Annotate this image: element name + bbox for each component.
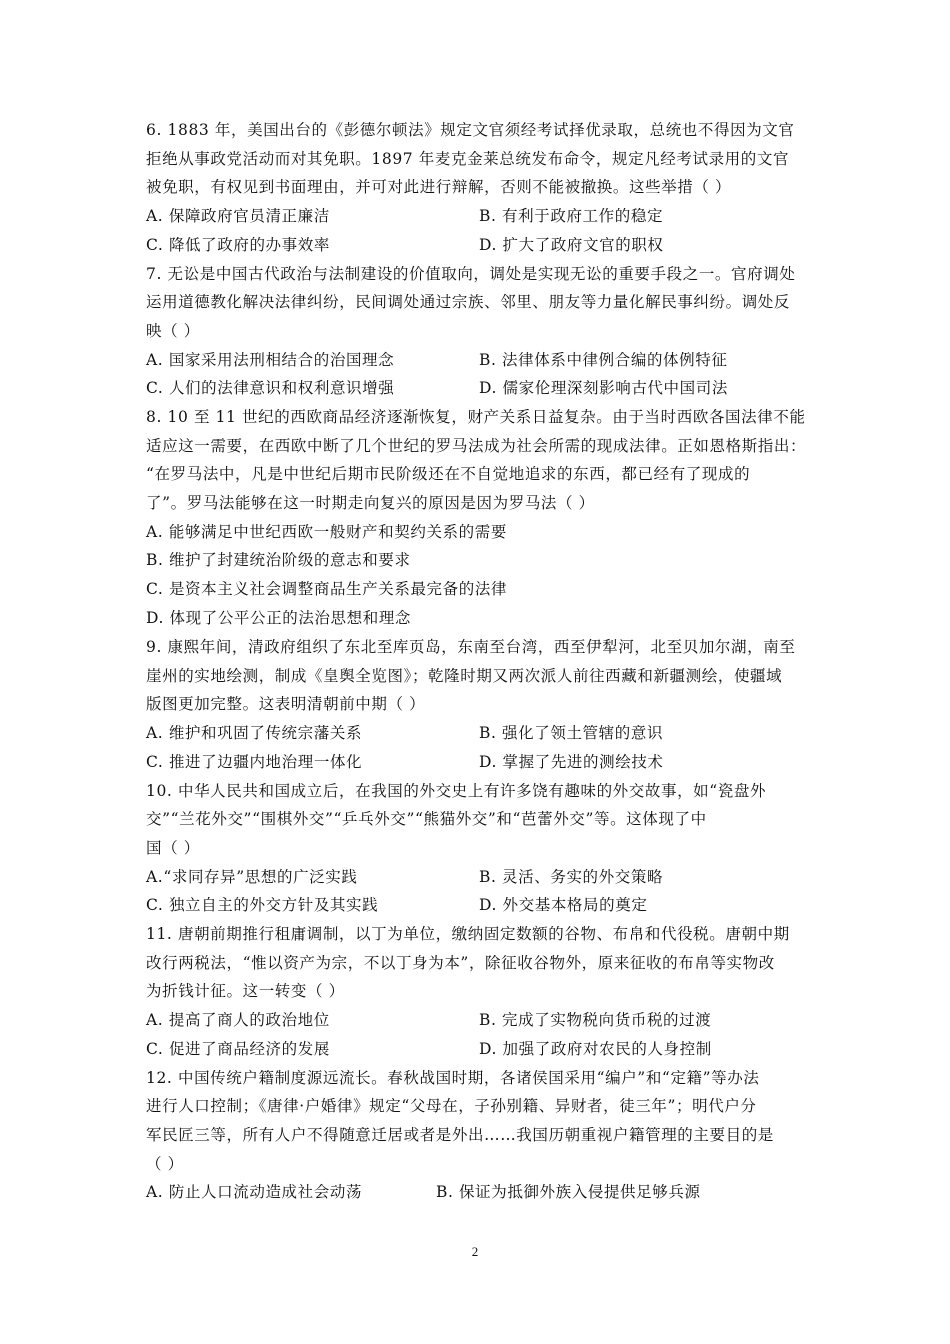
option-row <box>146 719 810 748</box>
question-stem-line: 6. 1883 年，美国出台的《彭德尔顿法》规定文官须经考试择优录取，总统也不得因为文官 <box>146 121 795 139</box>
question-9 <box>146 633 810 776</box>
question-stem-line: 改行两税法，“惟以资产为宗，不以丁身为本”，除征收谷物外，原来征收的布帛等实物改 <box>146 953 775 972</box>
option-a: A. 维护和巩固了传统宗藩关系 <box>146 724 363 743</box>
option-c: C. 是资本主义社会调整商品生产关系最完备的法律 <box>146 580 508 599</box>
question-stem-line: 交”“兰花外交”“围棋外交”“乒乓外交”“熊猫外交”和“芭蕾外交”等。这体现了中 <box>146 810 707 829</box>
question-stem-line: 崖州的实地绘测，制成《皇舆全览图》；乾隆时期又两次派人前往西藏和新疆测绘，使疆域 <box>146 666 783 685</box>
option-c: C. 人们的法律意识和权利意识增强 <box>146 379 395 398</box>
option-d: D. 外交基本格局的奠定 <box>479 896 648 915</box>
option-d: D. 加强了政府对农民的人身控制 <box>479 1039 712 1058</box>
option-row <box>146 346 810 375</box>
option-row <box>146 891 810 920</box>
option-b: B. 法律体系中律例合编的体例特征 <box>479 350 728 369</box>
option-b: B. 灵活、务实的外交策略 <box>479 867 664 886</box>
question-stem-line: 为折钱计征。这一转变（ ） <box>146 982 345 1001</box>
option-row <box>146 1035 810 1064</box>
option-row <box>146 374 810 403</box>
question-stem-line: 映（ ） <box>146 321 200 340</box>
question-stem-line: 8. 10 至 11 世纪的西欧商品经济逐渐恢复，财产关系日益复杂。由于当时西欧各国法律不能 <box>146 408 806 426</box>
option-b: B. 维护了封建统治阶级的意志和要求 <box>146 551 411 570</box>
question-stem-line: 军民匠三等，所有人户不得随意迁居或者是外出……我国历朝重视户籍管理的主要目的是 <box>146 1125 774 1144</box>
question-8 <box>146 403 810 633</box>
option-d: D. 儒家伦理深刻影响古代中国司法 <box>479 379 728 398</box>
option-b: B. 保证为抵御外族入侵提供足够兵源 <box>436 1183 701 1202</box>
question-stem-line: 10. 中华人民共和国成立后，在我国的外交史上有许多饶有趣味的外交故事，如“瓷盘外 <box>146 781 767 800</box>
option-c: C. 促进了商品经济的发展 <box>146 1039 330 1058</box>
option-c: C. 推进了边疆内地治理一体化 <box>146 752 363 771</box>
question-stem-line: （ ） <box>146 1154 184 1173</box>
option-row <box>146 202 810 231</box>
page-number: 2 <box>471 1244 479 1259</box>
option-a: A. 能够满足中世纪西欧一般财产和契约关系的需要 <box>146 522 507 541</box>
option-a: A. 保障政府官员清正廉洁 <box>146 207 330 226</box>
question-stem-line: “在罗马法中，凡是中世纪后期市民阶级还在不自觉地追求的东西，都已经有了现成的 <box>146 465 751 484</box>
option-a: A. 提高了商人的政治地位 <box>146 1011 330 1030</box>
option-a: A. 国家采用法刑相结合的治国理念 <box>146 350 395 369</box>
option-row <box>146 231 810 260</box>
question-stem-line: 运用道德教化解决法律纠纷，民间调处通过宗族、邻里、朋友等力量化解民事纠纷。调处反 <box>146 293 791 312</box>
option-c: C. 独立自主的外交方针及其实践 <box>146 896 379 915</box>
question-stem-line: 了”。罗马法能够在这一时期走向复兴的原因是因为罗马法（ ） <box>146 494 595 513</box>
option-row <box>146 863 810 892</box>
option-d: D. 掌握了先进的测绘技术 <box>479 752 664 771</box>
option-d: D. 扩大了政府文官的职权 <box>479 235 664 254</box>
question-stem-line: 版图更加完整。这表明清朝前中期（ ） <box>146 695 426 714</box>
option-b: B. 强化了领土管辖的意识 <box>479 724 664 743</box>
question-stem-line: 适应这一需要，在西欧中断了几个世纪的罗马法成为社会所需的现成法律。正如恩格斯指出： <box>146 436 807 455</box>
question-11 <box>146 920 810 1063</box>
option-row <box>146 1178 810 1207</box>
question-10 <box>146 777 810 920</box>
question-stem-line: 12. 中国传统户籍制度源远流长。春秋战国时期，各诸侯国采用“编户”和“定籍”等办法 <box>146 1068 760 1087</box>
question-7 <box>146 260 810 403</box>
question-stem-line: 9. 康熙年间，清政府组织了东北至库页岛，东南至台湾，西至伊犁河，北至贝加尔湖，南至 <box>146 638 796 656</box>
option-row <box>146 1006 810 1035</box>
question-stem-line: 11. 唐朝前期推行租庸调制，以丁为单位，缴纳固定数额的谷物、布帛和代役税。唐朝中期 <box>146 925 790 943</box>
option-c: C. 降低了政府的办事效率 <box>146 235 330 254</box>
question-12 <box>146 1064 810 1207</box>
option-d: D. 体现了公平公正的法治思想和理念 <box>146 608 412 627</box>
option-row <box>146 748 810 777</box>
option-b: B. 有利于政府工作的稳定 <box>479 207 664 226</box>
question-stem-line: 被免职，有权见到书面理由，并可对此进行辩解，否则不能被撤换。这些举措（ ） <box>146 178 732 197</box>
option-a: A. 防止人口流动造成社会动荡 <box>146 1183 363 1202</box>
option-b: B. 完成了实物税向货币税的过渡 <box>479 1011 712 1030</box>
question-stem-line: 进行人口控制；《唐律·户婚律》规定“父母在，子孙别籍、异财者，徒三年”；明代户分 <box>146 1097 757 1116</box>
option-a: A.“求同存异”思想的广泛实践 <box>146 867 358 886</box>
question-6 <box>146 116 810 259</box>
question-stem-line: 拒绝从事政党活动而对其免职。1897 年麦克金莱总统发布命令，规定凡经考试录用的文官 <box>146 149 790 168</box>
question-stem-line: 国（ ） <box>146 838 200 857</box>
question-stem-line: 7. 无讼是中国古代政治与法制建设的价值取向，调处是实现无讼的重要手段之一。官府调处 <box>146 264 796 283</box>
